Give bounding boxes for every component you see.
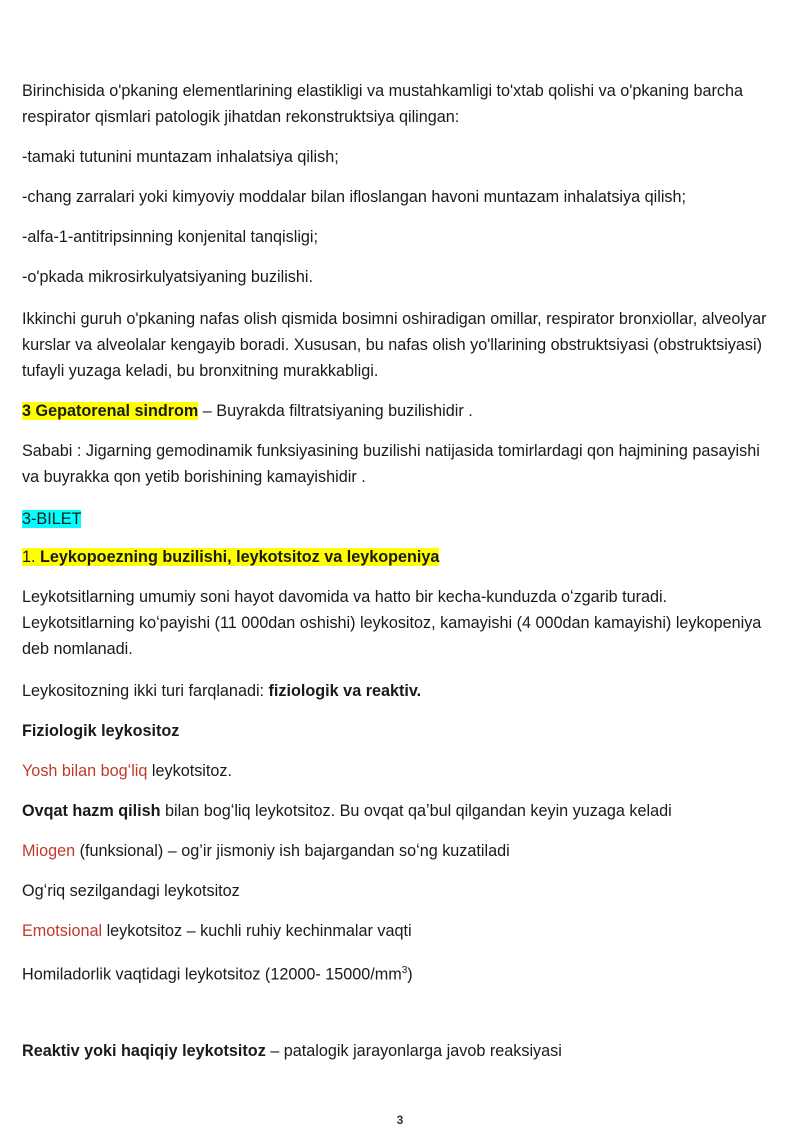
item-text: leykotsitoz – kuchli ruhiy kechinmalar vaqti [102,922,412,940]
reaktiv-bold: Reaktiv yoki haqiqiy leykotsitoz [22,1042,266,1060]
leykotsit-paragraph: Leykotsitlarning umumiy soni hayot davomida va hatto bir kecha-kunduzda oʻzgarib turadi. Leykotsitlarning koʻpayishi (11 000dan oshishi) leykositoz, kamayishi (4 000dan kamayishi) leykopeniya deb nomlanadi. [22,588,762,658]
list-item: -chang zarralari yoki kimyoviy moddalar bilan ifloslangan havoni muntazam inhalatsiya qilish; [22,188,687,206]
types-text: Leykositozning ikki turi farqlanadi: [22,682,269,700]
second-group-paragraph: Ikkinchi guruh o'pkaning nafas olish qismida bosimni oshiradigan omillar, respirator bronxiollar, alveolyar kurslar va alveolalar kengayib boradi. Xususan, bu nafas olish yo'llarining obstruktsiyasi (obstruktsiyasi) tufayli yuzaga keladi, bu bronxitning murakkabligi. [22,310,767,380]
item-red-label: Emotsional [22,922,103,940]
list-item [22,878,240,904]
item-text: leykotsitoz. [147,762,232,780]
heading-title: Leykopoezning buzilishi, leykotsitoz va leykopeniya [35,548,440,566]
page-number: 3 [396,1113,404,1127]
fiziologik-heading: Fiziologik leykositoz [22,722,180,740]
item-red-label: Miogen [22,842,76,860]
item-text: vaqtidagi leykotsitoz (12000- 15000/mm [111,965,402,984]
heading-number: 1. [22,548,36,566]
list-item [22,758,232,784]
reaktiv-line [22,1038,562,1064]
types-bold: fiziologik va reaktiv. [268,682,422,700]
list-item [22,918,412,944]
bilet-label: 3-BILET [22,510,82,528]
item-text: bilan bogʻliq leykotsitoz. Bu ovqat qaʼbul qilgandan keyin yuzaga keladi [160,802,672,820]
list-item [22,798,672,824]
superscript: 3 [401,965,408,976]
item-text: leykotsitoz [159,882,240,900]
item-red-label: Yosh bilan bogʻliq [22,762,148,780]
reaktiv-text: – patalogik jarayonlarga javob reaksiyasi [265,1042,562,1060]
intro-paragraph: Birinchisida o'pkaning elementlarining elastikligi va mustahkamligi to'xtab qolishi va o'pkaning barcha respirator qismlari patologik jihatdan rekonstruktsiya qilingan: [22,82,744,126]
item-label: Ogʻriq sezilgandagi [22,882,160,900]
item-bold-label: Ovqat hazm qilish [22,802,161,820]
gepatorenal-line [22,398,473,424]
list-item: -alfa-1-antitripsinning konjenital tanqisligi; [22,228,319,246]
item-text: (funksional) – og’ir jismoniy ish bajargandan soʻng kuzatiladi [75,842,510,860]
item-label: Homiladorlik [22,965,112,984]
list-item: -o'pkada mikrosirkulyatsiyaning buzilishi. [22,268,313,286]
list-item [22,838,510,864]
gepatorenal-title: 3 Gepatorenal sindrom [22,402,199,420]
gepatorenal-text: – Buyrakda filtratsiyaning buzilishidir . [198,402,473,420]
types-line [22,678,421,704]
item-text-end: ) [407,965,413,984]
section-heading [22,544,439,570]
list-item: -tamaki tutunini muntazam inhalatsiya qilish; [22,148,339,166]
list-item [22,958,413,987]
bilet-label-line [22,506,81,532]
sababi-paragraph: Sababi : Jigarning gemodinamik funksiyasining buzilishi natijasida tomirlardagi qon hajmining pasayishi va buyrakka qon yetib borishining kamayishidir . [22,442,760,486]
